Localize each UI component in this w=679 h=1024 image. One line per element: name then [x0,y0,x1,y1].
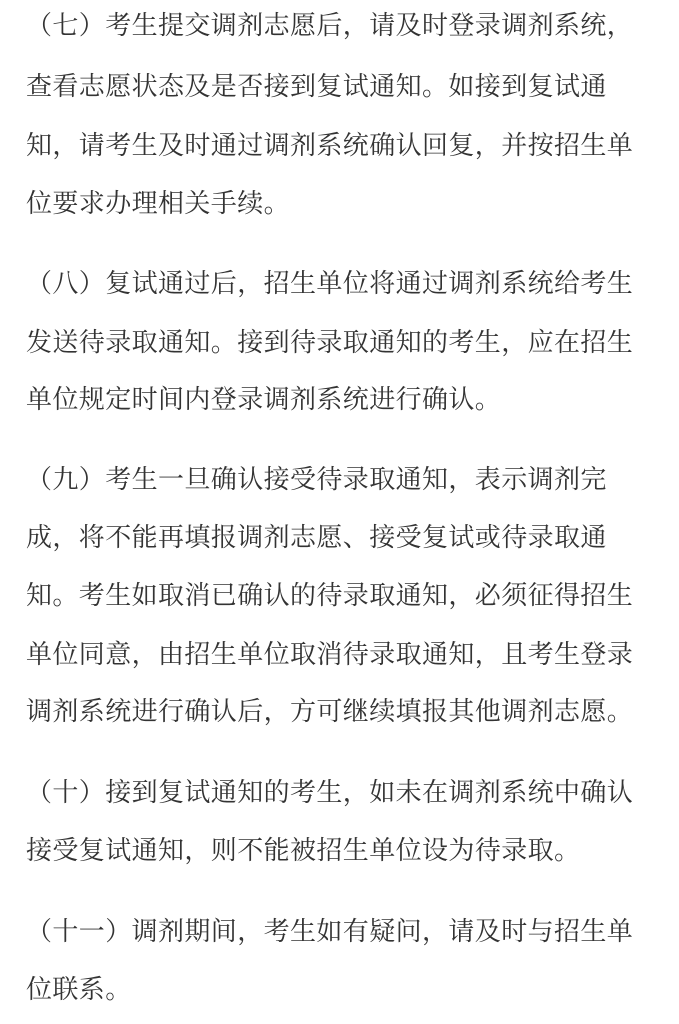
paragraph-line: 知，请考生及时通过调剂系统确认回复，并按招生单 [26,131,634,161]
paragraph-line: 单位同意，由招生单位取消待录取通知，且考生登录 [26,640,634,670]
paragraph-line: （七）考生提交调剂志愿后，请及时登录调剂系统， [26,11,634,41]
paragraph-line: 接受复试通知，则不能被招生单位设为待录取。 [26,836,581,866]
paragraph-line: 位联系。 [26,975,132,1005]
paragraph-line: （九）考生一旦确认接受待录取通知，表示调剂完 [26,465,607,495]
paragraph-line: （十一）调剂期间，考生如有疑问，请及时与招生单 [26,917,634,947]
paragraph-line: 单位规定时间内登录调剂系统进行确认。 [26,385,502,415]
paragraph-line: 知。考生如取消已确认的待录取通知，必须征得招生 [26,581,634,611]
paragraph-line: 成，将不能再填报调剂志愿、接受复试或待录取通 [26,523,607,553]
paragraph-line: 发送待录取通知。接到待录取通知的考生，应在招生 [26,328,634,358]
paragraph-line: （十）接到复试通知的考生，如未在调剂系统中确认 [26,778,634,808]
paragraph-line: 查看志愿状态及是否接到复试通知。如接到复试通 [26,72,607,102]
paragraph-line: （八）复试通过后，招生单位将通过调剂系统给考生 [26,269,634,299]
paragraph-line: 调剂系统进行确认后，方可继续填报其他调剂志愿。 [26,697,634,727]
paragraph-line: 位要求办理相关手续。 [26,189,291,219]
